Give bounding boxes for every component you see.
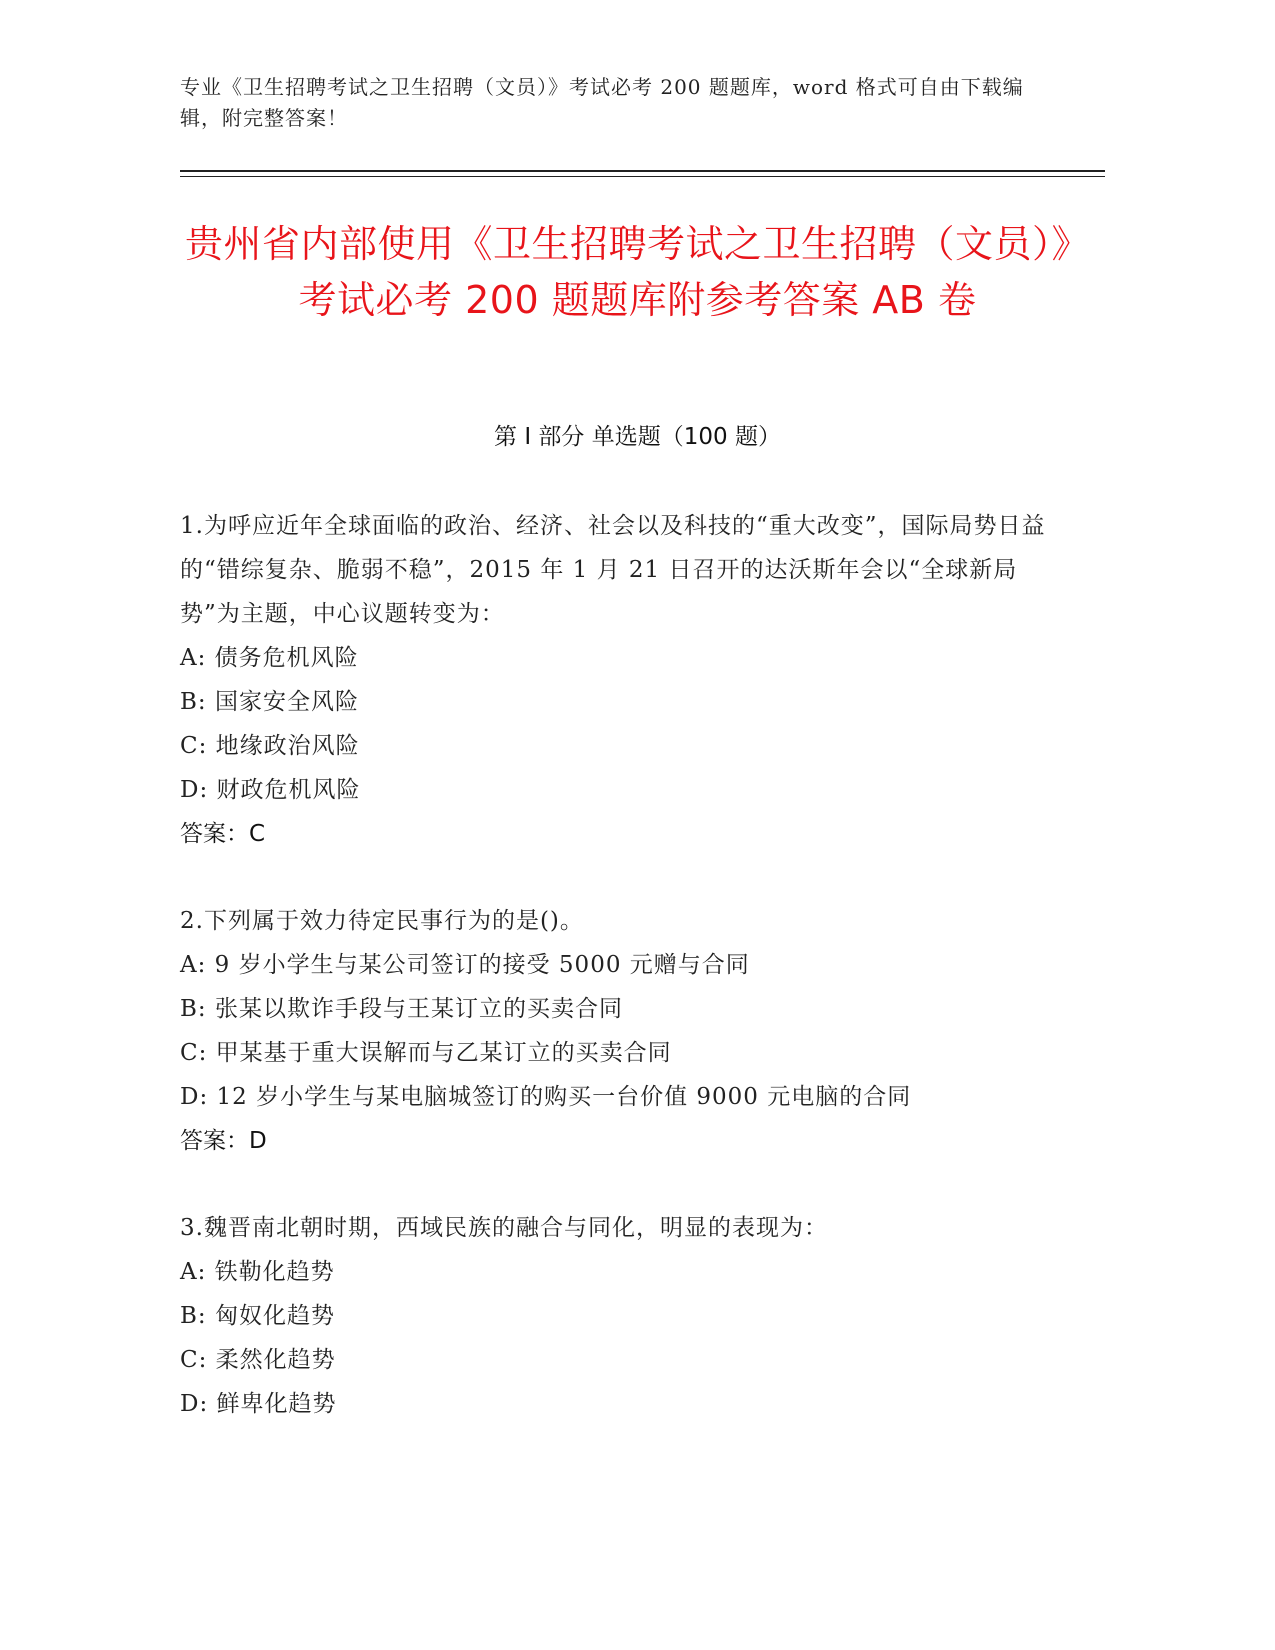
option-c: C: 地缘政治风险	[180, 733, 360, 759]
option-a: A: 9 岁小学生与某公司签订的接受 5000 元赠与合同	[180, 952, 750, 978]
option-b: B: 匈奴化趋势	[180, 1303, 335, 1329]
header-divider-thick	[180, 170, 1105, 172]
option-d: D: 鲜卑化趋势	[180, 1391, 337, 1417]
option-a: A: 铁勒化趋势	[180, 1259, 335, 1285]
answer: 答案：D	[180, 1128, 267, 1154]
option-c: C: 柔然化趋势	[180, 1347, 336, 1373]
option-d: D: 财政危机风险	[180, 777, 361, 803]
question-stem: 2.下列属于效力待定民事行为的是()。	[180, 908, 584, 934]
question-gap	[180, 1163, 1060, 1206]
answer: 答案：C	[180, 821, 266, 847]
document-title: 贵州省内部使用《卫生招聘考试之卫生招聘（文员）》考试必考 200 题题库附参考答案 AB 卷	[184, 222, 1090, 322]
question-2	[180, 899, 1060, 1163]
header-divider-thin	[180, 176, 1105, 177]
question-gap	[180, 856, 1060, 899]
header-note: 专业《卫生招聘考试之卫生招聘（文员）》考试必考 200 题题库，word 格式可自由下载编辑，附完整答案！	[180, 75, 1024, 130]
option-b: B: 张某以欺诈手段与王某订立的买卖合同	[180, 996, 623, 1022]
question-stem: 1.为呼应近年全球面临的政治、经济、社会以及科技的“重大改变”，国际局势日益的“错综复杂、脆弱不稳”，2015 年 1 月 21 日召开的达沃斯年会以“全球新局势”为主题，中心议题转变为：	[180, 513, 1046, 627]
question-3	[180, 1206, 1060, 1426]
option-d: D: 12 岁小学生与某电脑城签订的购买一台价值 9000 元电脑的合同	[180, 1084, 912, 1110]
option-a: A: 债务危机风险	[180, 645, 359, 671]
option-b: B: 国家安全风险	[180, 689, 359, 715]
section-title: 第 I 部分 单选题（100 题）	[494, 424, 781, 450]
question-stem: 3.魏晋南北朝时期，西域民族的融合与同化，明显的表现为：	[180, 1215, 828, 1241]
option-c: C: 甲某基于重大误解而与乙某订立的买卖合同	[180, 1040, 672, 1066]
question-1	[180, 504, 1060, 856]
question-list	[180, 504, 1060, 1426]
